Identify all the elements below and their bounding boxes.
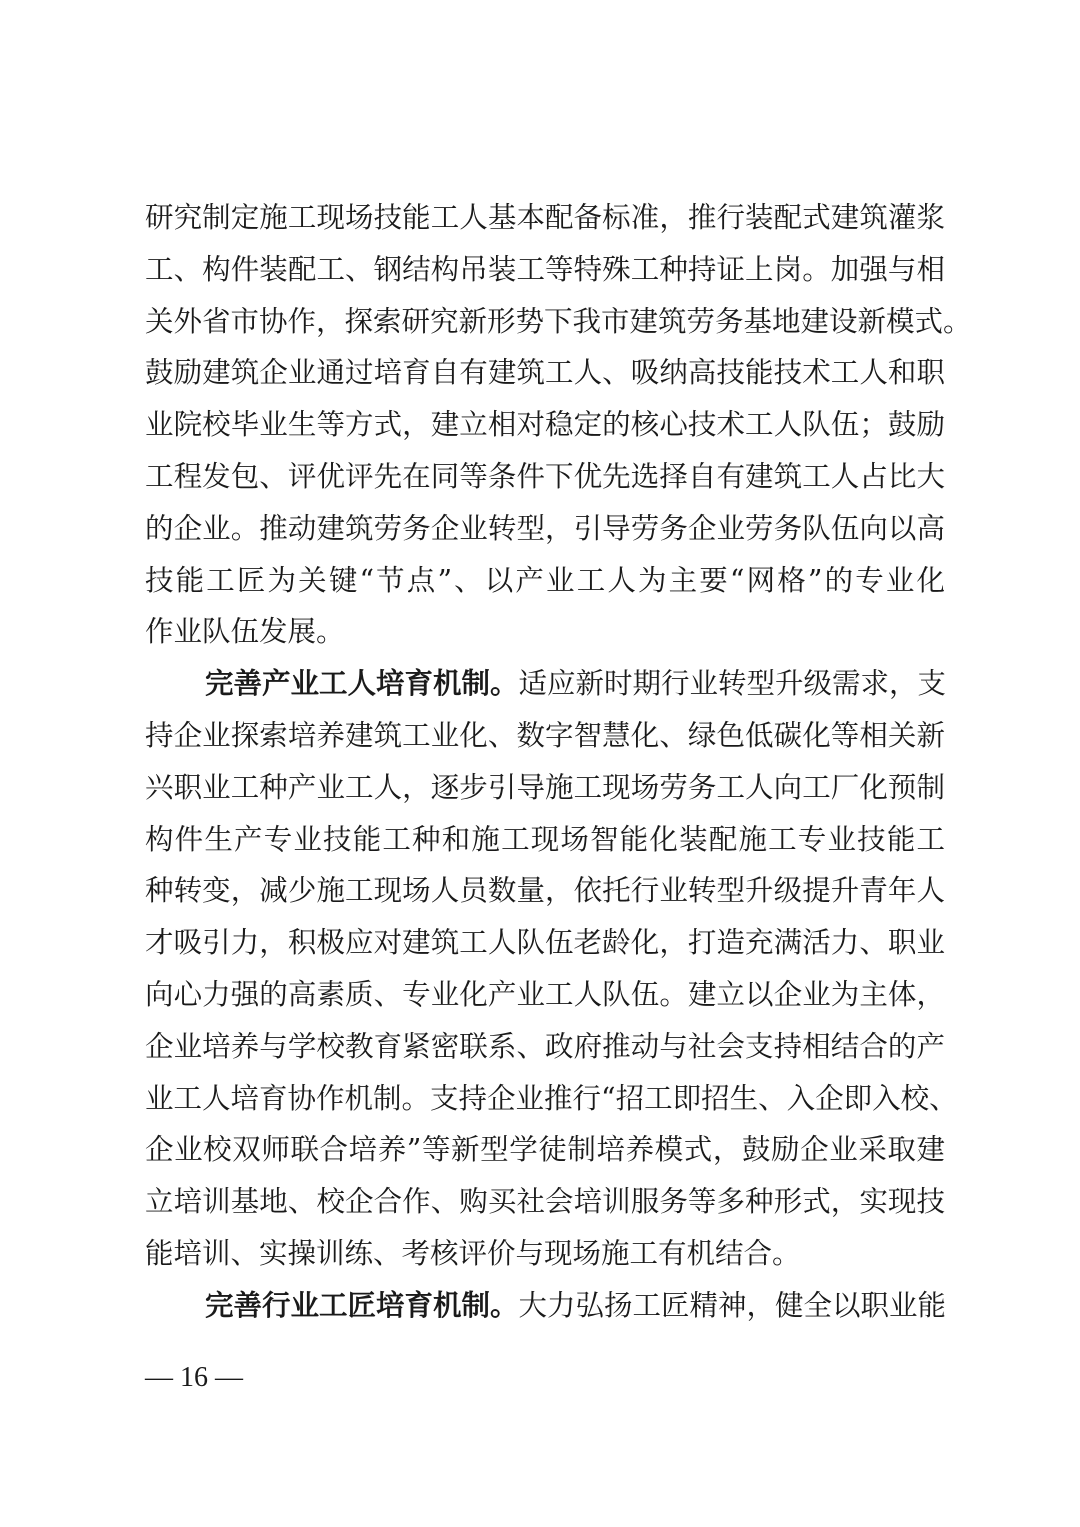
text-line [145,1124,945,1176]
text-line [145,555,945,607]
text-line [145,710,945,762]
line-text: 大力弘扬工匠精神，健全以职业能 [518,1288,947,1322]
line-text: 能培训、实操训练、考核评价与现场施工有机结合。 [145,1236,801,1270]
paragraph-heading-line [145,1280,945,1332]
text-line [145,917,945,969]
text-line [145,399,945,451]
text-line [145,244,945,296]
line-text: 业工人培育协作机制。支持企业推行“招工即招生、入企即入校、 [145,1081,958,1115]
line-text: 立培训基地、校企合作、购买社会培训服务等多种形式，实现技 [145,1185,945,1219]
text-line [145,814,945,866]
paragraph-heading-line [145,658,945,710]
line-text: 工程发包、评优评先在同等条件下优先选择自有建筑工人占比大 [145,459,945,493]
line-text: 持企业探索培养建筑工业化、数字智慧化、绿色低碳化等相关新 [145,718,945,752]
text-line [145,969,945,1021]
line-text: 的企业。推动建筑劳务企业转型，引导劳务企业劳务队伍向以高 [145,511,945,545]
text-line [145,192,945,244]
line-text: 构件生产专业技能工种和施工现场智能化装配施工专业技能工 [145,822,945,856]
line-text: 业院校毕业生等方式，建立相对稳定的核心技术工人队伍；鼓励 [145,408,945,442]
page-number: — 16 — [145,1362,243,1393]
text-line [145,606,945,658]
line-text: 才吸引力，积极应对建筑工人队伍老龄化，打造充满活力、职业 [145,926,945,960]
text-line [145,865,945,917]
text-line [145,762,945,814]
line-text: 种转变，减少施工现场人员数量，依托行业转型升级提升青年人 [145,874,945,908]
text-line [145,1176,945,1228]
text-line [145,1021,945,1073]
line-text: 鼓励建筑企业通过培育自有建筑工人、吸纳高技能技术工人和职 [145,356,945,390]
text-line [145,296,972,348]
line-text: 兴职业工种产业工人，逐步引导施工现场劳务工人向工厂化预制 [145,770,945,804]
line-text: 适应新时期行业转型升级需求，支 [518,667,947,701]
line-text: 企业校双师联合培养”等新型学徒制培养模式，鼓励企业采取建 [145,1133,945,1167]
text-line [145,1228,945,1280]
text-line [145,1073,958,1125]
body-text [145,192,972,1332]
line-text: 向心力强的高素质、专业化产业工人队伍。建立以企业为主体， [145,977,945,1011]
line-text: 工、构件装配工、钢结构吊装工等特殊工种持证上岗。加强与相 [145,252,945,286]
paragraph-lead-bold: 完善产业工人培育机制。 [205,666,519,701]
text-line [145,451,945,503]
paragraph-lead-bold: 完善行业工匠培育机制。 [205,1287,519,1322]
line-text: 研究制定施工现场技能工人基本配备标准，推行装配式建筑灌浆 [145,201,945,234]
line-text: 关外省市协作，探索研究新形势下我市建筑劳务基地建设新模式。 [145,304,972,338]
text-line [145,347,945,399]
line-text: 作业队伍发展。 [145,615,345,649]
line-text: 企业培养与学校教育紧密联系、政府推动与社会支持相结合的产 [145,1029,945,1063]
line-text: 技能工匠为关键“节点”、以产业工人为主要“网格”的专业化 [145,563,945,597]
text-line [145,503,945,555]
